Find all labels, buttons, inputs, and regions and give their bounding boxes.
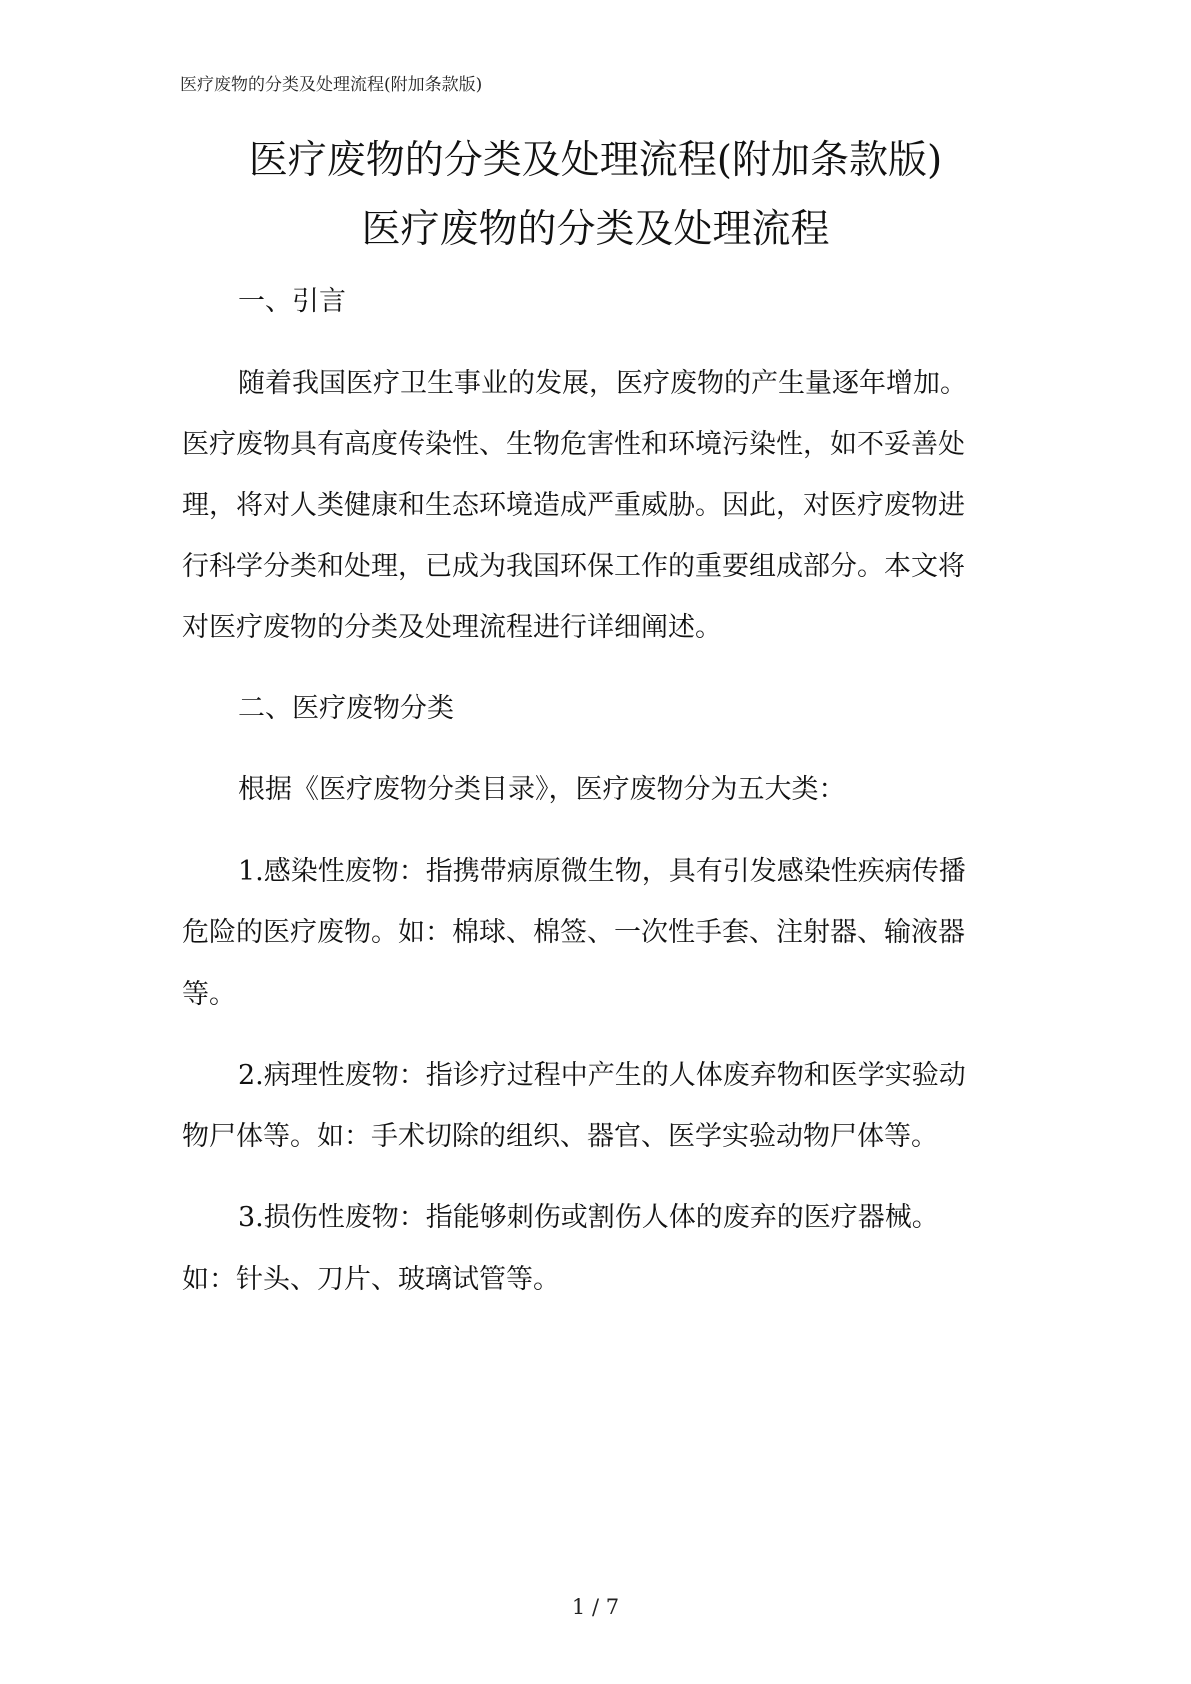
category-item-infectious: 1.感染性废物：指携带病原微生物，具有引发感染性疾病传播 [238,856,966,887]
section-heading-classification: 二、医疗废物分类 [238,693,454,724]
section-heading-introduction: 一、引言 [238,286,346,317]
classification-intro: 根据《医疗废物分类目录》，医疗废物分为五大类： [238,774,846,805]
document-title: 医疗废物的分类及处理流程(附加条款版) [248,138,943,183]
page-number: 1 / 7 [571,1595,620,1619]
intro-paragraph-line: 医疗废物具有高度传染性、生物危害性和环境污染性，如不妥善处 [182,429,965,460]
intro-paragraph-line: 随着我国医疗卫生事业的发展，医疗废物的产生量逐年增加。 [238,368,967,399]
category-item-pathological: 2.病理性废物：指诊疗过程中产生的人体废弃物和医学实验动 [238,1060,966,1091]
document-subtitle: 医疗废物的分类及处理流程 [361,207,830,252]
intro-paragraph-line: 对医疗废物的分类及处理流程进行详细阐述。 [182,612,722,643]
running-header: 医疗废物的分类及处理流程(附加条款版) [180,75,483,95]
category-item-sharps: 如：针头、刀片、玻璃试管等。 [182,1264,560,1295]
category-item-infectious: 危险的医疗废物。如：棉球、棉签、一次性手套、注射器、输液器 [182,917,965,948]
category-item-pathological: 物尸体等。如：手术切除的组织、器官、医学实验动物尸体等。 [182,1121,938,1152]
intro-paragraph-line: 理，将对人类健康和生态环境造成严重威胁。因此，对医疗废物进 [182,490,965,521]
category-item-sharps: 3.损伤性废物：指能够刺伤或割伤人体的废弃的医疗器械。 [238,1202,939,1233]
category-item-infectious: 等。 [182,979,236,1010]
intro-paragraph-line: 行科学分类和处理，已成为我国环保工作的重要组成部分。本文将 [182,551,965,582]
